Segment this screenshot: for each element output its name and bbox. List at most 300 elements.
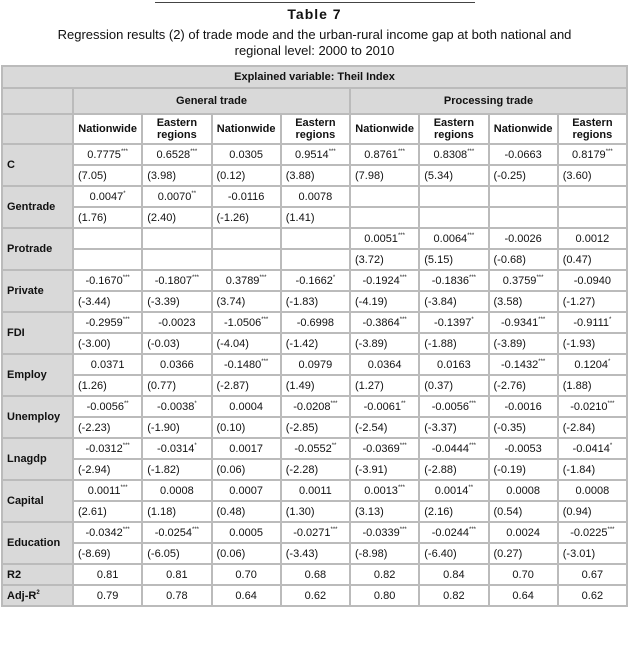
t-statistic-cell: (-3.44) <box>73 291 142 312</box>
coefficient-value: -0.0061 <box>363 400 401 413</box>
t-statistic-cell: (0.06) <box>212 543 281 564</box>
coefficient-cell <box>350 480 419 501</box>
table-row-coef <box>2 354 627 375</box>
significance-stars: *** <box>261 316 269 323</box>
row-label: Capital <box>2 480 73 522</box>
significance-stars: *** <box>607 400 615 407</box>
t-statistic-cell: (-0.68) <box>489 249 558 270</box>
coefficient-value: -0.0208 <box>293 400 331 413</box>
coefficient-value: 0.0047 <box>89 190 124 203</box>
row-label: Education <box>2 522 73 564</box>
table-row-tstat <box>2 375 627 396</box>
coefficient-cell <box>73 438 142 459</box>
coefficient-cell <box>142 312 211 333</box>
table-row-tstat <box>2 459 627 480</box>
significance-stars: *** <box>469 274 477 281</box>
coefficient-value: -0.0016 <box>504 400 542 413</box>
t-statistic-cell: (-2.76) <box>489 375 558 396</box>
column-header: Nationwide <box>73 114 142 144</box>
fit-value: 0.62 <box>558 585 627 606</box>
coefficient-cell <box>489 228 558 249</box>
significance-stars: * <box>609 442 613 449</box>
significance-stars: ** <box>123 400 129 407</box>
fit-value: 0.79 <box>73 585 142 606</box>
coefficient-cell <box>73 144 142 165</box>
coefficient-cell <box>419 186 488 207</box>
table-row-coef <box>2 228 627 249</box>
row-label: Lnagdp <box>2 438 73 480</box>
t-statistic-cell: (-2.85) <box>281 417 350 438</box>
significance-stars: *** <box>397 484 405 491</box>
coefficient-value: -0.0663 <box>504 148 542 161</box>
fit-value: 0.81 <box>73 564 142 585</box>
significance-stars: *** <box>192 274 200 281</box>
top-rule <box>155 2 475 3</box>
table-title: Table 7 <box>287 6 342 22</box>
coefficient-cell <box>350 396 419 417</box>
corner-cell <box>2 114 73 144</box>
t-statistic-cell: (-3.91) <box>350 459 419 480</box>
coefficient-value: 0.0078 <box>298 190 333 203</box>
t-statistic-cell: (-1.88) <box>419 333 488 354</box>
t-statistic-cell: (1.41) <box>281 207 350 228</box>
corner-cell <box>2 88 73 114</box>
t-statistic-cell: (-2.84) <box>558 417 627 438</box>
coefficient-cell <box>350 228 419 249</box>
table-row-tstat <box>2 291 627 312</box>
t-statistic-cell: (-1.26) <box>212 207 281 228</box>
coefficient-cell <box>489 522 558 543</box>
column-header: Nationwide <box>489 114 558 144</box>
coefficient-cell <box>281 354 350 375</box>
t-statistic-cell: (0.48) <box>212 501 281 522</box>
t-statistic-cell: (-8.98) <box>350 543 419 564</box>
coefficient-value: -0.0369 <box>362 442 400 455</box>
row-label <box>2 564 73 585</box>
coefficient-cell <box>419 312 488 333</box>
coefficient-value: 0.0011 <box>298 484 332 497</box>
table-row-coef <box>2 144 627 165</box>
coefficient-cell <box>73 270 142 291</box>
coefficient-cell <box>350 270 419 291</box>
t-statistic-cell <box>281 249 350 270</box>
coefficient-value: -0.1670 <box>85 274 123 287</box>
t-statistic-cell: (0.77) <box>142 375 211 396</box>
fit-value: 0.68 <box>281 564 350 585</box>
t-statistic-cell: (-3.37) <box>419 417 488 438</box>
coefficient-value: 0.0017 <box>229 442 263 455</box>
significance-stars: *** <box>538 316 546 323</box>
significance-stars: *** <box>605 148 613 155</box>
coefficient-cell <box>142 438 211 459</box>
coefficient-value: 0.0013 <box>364 484 398 497</box>
t-statistic-cell: (1.49) <box>281 375 350 396</box>
coefficient-cell <box>489 270 558 291</box>
t-statistic-cell: (-2.87) <box>212 375 281 396</box>
t-statistic-cell: (-6.40) <box>419 543 488 564</box>
coefficient-value: -0.3864 <box>362 316 400 329</box>
coefficient-value: -0.1397 <box>434 316 472 329</box>
explained-variable-header: Explained variable: Theil Index <box>2 66 627 88</box>
table-row-tstat <box>2 417 627 438</box>
t-statistic-cell: (2.61) <box>73 501 142 522</box>
significance-stars: *** <box>399 526 407 533</box>
t-statistic-cell <box>212 249 281 270</box>
coefficient-cell <box>281 144 350 165</box>
coefficient-value: -0.0339 <box>362 526 400 539</box>
group-header-processing-trade: Processing trade <box>350 88 627 114</box>
t-statistic-cell <box>142 249 211 270</box>
table-row-coef <box>2 522 627 543</box>
coefficient-cell <box>350 312 419 333</box>
significance-stars: ** <box>331 442 337 449</box>
coefficient-cell <box>558 186 627 207</box>
coefficient-cell <box>558 144 627 165</box>
coefficient-value: 0.0070 <box>157 190 192 203</box>
t-statistic-cell: (-0.19) <box>489 459 558 480</box>
coefficient-value: -0.1807 <box>154 274 193 287</box>
coefficient-cell <box>419 270 488 291</box>
table-row-tstat <box>2 543 627 564</box>
t-statistic-cell: (1.88) <box>558 375 627 396</box>
t-statistic-cell: (0.47) <box>558 249 627 270</box>
table-row-tstat <box>2 501 627 522</box>
coefficient-value: -0.6998 <box>296 316 335 329</box>
coefficient-value: -0.0116 <box>227 190 265 203</box>
t-statistic-cell: (7.05) <box>73 165 142 186</box>
significance-stars: *** <box>261 358 269 365</box>
t-statistic-cell: (0.37) <box>419 375 488 396</box>
t-statistic-cell: (0.06) <box>212 459 281 480</box>
coefficient-cell <box>73 312 142 333</box>
significance-stars: *** <box>469 442 477 449</box>
coefficient-value: -0.1662 <box>295 274 333 287</box>
t-statistic-cell <box>73 249 142 270</box>
significance-stars: *** <box>467 148 475 155</box>
coefficient-cell <box>419 354 488 375</box>
t-statistic-cell: (0.27) <box>489 543 558 564</box>
t-statistic-cell: (3.98) <box>142 165 211 186</box>
row-label: Protrade <box>2 228 73 270</box>
group-header-general-trade: General trade <box>73 88 350 114</box>
significance-stars: ** <box>400 400 406 407</box>
coefficient-cell <box>142 522 211 543</box>
coefficient-cell <box>558 312 627 333</box>
coefficient-value: 0.8308 <box>433 148 468 161</box>
coefficient-cell <box>281 270 350 291</box>
significance-stars: *** <box>328 148 336 155</box>
coefficient-cell <box>142 228 211 249</box>
coefficient-cell <box>73 480 142 501</box>
coefficient-value: 0.9514 <box>295 148 329 161</box>
coefficient-value: -0.0023 <box>158 316 196 329</box>
fit-value: 0.81 <box>142 564 211 585</box>
coefficient-value: 0.0366 <box>160 358 194 371</box>
t-statistic-cell: (1.76) <box>73 207 142 228</box>
coefficient-value: -0.0312 <box>85 442 123 455</box>
coefficient-value: 0.0005 <box>229 526 263 539</box>
coefficient-value: -0.1924 <box>362 274 400 287</box>
coefficient-cell <box>558 270 627 291</box>
coefficient-cell <box>489 354 558 375</box>
table-row-coef <box>2 396 627 417</box>
t-statistic-cell: (3.60) <box>558 165 627 186</box>
t-statistic-cell: (5.15) <box>419 249 488 270</box>
coefficient-cell <box>419 480 488 501</box>
coefficient-cell <box>73 522 142 543</box>
table-row-coef <box>2 186 627 207</box>
coefficient-cell <box>281 396 350 417</box>
t-statistic-cell: (3.74) <box>212 291 281 312</box>
coefficient-value: -0.1836 <box>431 274 470 287</box>
fit-value: 0.70 <box>489 564 558 585</box>
significance-stars: *** <box>190 148 198 155</box>
coefficient-value: -0.9341 <box>500 316 539 329</box>
coefficient-cell <box>350 522 419 543</box>
coefficient-value: 0.0051 <box>364 232 398 245</box>
coefficient-value: 0.0024 <box>506 526 540 539</box>
t-statistic-cell: (-3.39) <box>142 291 211 312</box>
t-statistic-cell: (3.88) <box>281 165 350 186</box>
coefficient-value: -0.0225 <box>570 526 608 539</box>
coefficient-value: -1.0506 <box>223 316 262 329</box>
t-statistic-cell: (-2.23) <box>73 417 142 438</box>
coefficient-cell <box>489 438 558 459</box>
coefficient-value: -0.0038 <box>157 400 195 413</box>
t-statistic-cell: (-3.84) <box>419 291 488 312</box>
coefficient-value: -0.0414 <box>572 442 610 455</box>
table-row-tstat <box>2 333 627 354</box>
t-statistic-cell: (-3.43) <box>281 543 350 564</box>
coefficient-cell <box>212 354 281 375</box>
t-statistic-cell: (-2.88) <box>419 459 488 480</box>
fit-value: 0.80 <box>350 585 419 606</box>
t-statistic-cell: (1.26) <box>73 375 142 396</box>
coefficient-value: 0.0008 <box>160 484 194 497</box>
coefficient-value: 0.3789 <box>225 274 260 287</box>
significance-stars: ** <box>468 484 474 491</box>
t-statistic-cell: (0.12) <box>212 165 281 186</box>
column-header: Nationwide <box>350 114 419 144</box>
fit-value: 0.67 <box>558 564 627 585</box>
coefficient-value: 0.8761 <box>364 148 398 161</box>
coefficient-cell <box>73 354 142 375</box>
coefficient-cell <box>212 186 281 207</box>
t-statistic-cell: (-3.89) <box>350 333 419 354</box>
t-statistic-cell: (2.40) <box>142 207 211 228</box>
coefficient-cell <box>558 228 627 249</box>
coefficient-value: 0.0011 <box>87 484 121 497</box>
row-label-text: R2 <box>7 568 22 581</box>
coefficient-value: 0.0007 <box>229 484 263 497</box>
coefficient-value: -0.0244 <box>431 526 470 539</box>
coefficient-cell <box>281 312 350 333</box>
t-statistic-cell: (-0.03) <box>142 333 211 354</box>
t-statistic-cell: (-1.93) <box>558 333 627 354</box>
coefficient-cell <box>281 228 350 249</box>
t-statistic-cell <box>419 207 488 228</box>
coefficient-value: 0.0364 <box>367 358 402 371</box>
coefficient-value: -0.1432 <box>500 358 539 371</box>
coefficient-cell <box>558 438 627 459</box>
row-label: Gentrade <box>2 186 73 228</box>
coefficient-value: -0.0271 <box>293 526 331 539</box>
t-statistic-cell: (-6.05) <box>142 543 211 564</box>
column-header: Eastern regions <box>558 114 627 144</box>
coefficient-cell <box>558 522 627 543</box>
coefficient-cell <box>350 186 419 207</box>
significance-stars: *** <box>330 526 338 533</box>
t-statistic-cell: (-2.54) <box>350 417 419 438</box>
table-row-tstat <box>2 165 627 186</box>
t-statistic-cell: (7.98) <box>350 165 419 186</box>
significance-stars: *** <box>122 442 130 449</box>
fit-value: 0.82 <box>419 585 488 606</box>
coefficient-cell <box>142 186 211 207</box>
coefficient-value: 0.1204 <box>574 358 609 371</box>
t-statistic-cell: (3.58) <box>489 291 558 312</box>
significance-stars: *** <box>397 232 405 239</box>
coefficient-value: 0.0163 <box>437 358 471 371</box>
coefficient-cell <box>489 144 558 165</box>
significance-stars: * <box>608 358 611 365</box>
coefficient-cell <box>419 522 488 543</box>
table-row-coef <box>2 480 627 501</box>
coefficient-cell <box>350 354 419 375</box>
significance-stars: *** <box>330 400 338 407</box>
coefficient-value: -0.2959 <box>85 316 123 329</box>
coefficient-cell <box>419 144 488 165</box>
significance-stars: *** <box>469 526 477 533</box>
coefficient-cell <box>419 438 488 459</box>
significance-stars: *** <box>259 274 267 281</box>
t-statistic-cell: (-4.19) <box>350 291 419 312</box>
fit-value: 0.64 <box>489 585 558 606</box>
significance-stars: *** <box>120 484 128 491</box>
fit-value: 0.82 <box>350 564 419 585</box>
coefficient-cell <box>212 228 281 249</box>
t-statistic-cell: (-3.00) <box>73 333 142 354</box>
t-statistic-cell: (-1.82) <box>142 459 211 480</box>
significance-stars: *** <box>538 358 546 365</box>
significance-stars: *** <box>399 442 407 449</box>
coefficient-cell <box>212 270 281 291</box>
coefficient-cell <box>142 144 211 165</box>
table-row-coef <box>2 270 627 291</box>
table-row-tstat <box>2 207 627 228</box>
coefficient-cell <box>489 186 558 207</box>
row-label: FDI <box>2 312 73 354</box>
t-statistic-cell <box>350 207 419 228</box>
significance-stars: *** <box>122 526 130 533</box>
coefficient-value: 0.6528 <box>156 148 191 161</box>
coefficient-cell <box>558 354 627 375</box>
fit-value: 0.78 <box>142 585 211 606</box>
coefficient-cell <box>142 396 211 417</box>
coefficient-cell <box>489 480 558 501</box>
coefficient-value: -0.0056 <box>431 400 470 413</box>
fit-value: 0.62 <box>281 585 350 606</box>
t-statistic-cell: (-1.83) <box>281 291 350 312</box>
fit-value: 0.84 <box>419 564 488 585</box>
t-statistic-cell: (1.30) <box>281 501 350 522</box>
t-statistic-cell: (2.16) <box>419 501 488 522</box>
coefficient-value: -0.0444 <box>431 442 470 455</box>
row-label: Private <box>2 270 73 312</box>
coefficient-value: -0.0056 <box>86 400 124 413</box>
coefficient-value: 0.0008 <box>506 484 540 497</box>
coefficient-value: 0.7775 <box>87 148 121 161</box>
significance-stars: *** <box>120 148 128 155</box>
row-label: Employ <box>2 354 73 396</box>
t-statistic-cell: (3.13) <box>350 501 419 522</box>
coefficient-value: -0.0053 <box>504 442 542 455</box>
coefficient-value: -0.0940 <box>573 274 612 287</box>
table-row-coef <box>2 438 627 459</box>
coefficient-cell <box>212 312 281 333</box>
significance-stars: *** <box>536 274 544 281</box>
fit-value: 0.70 <box>212 564 281 585</box>
significance-stars: *** <box>607 526 615 533</box>
column-header: Eastern regions <box>142 114 211 144</box>
significance-stars: *** <box>399 274 407 281</box>
coefficient-cell <box>212 438 281 459</box>
t-statistic-cell: (5.34) <box>419 165 488 186</box>
coefficient-cell <box>558 480 627 501</box>
t-statistic-cell <box>558 207 627 228</box>
coefficient-cell <box>212 144 281 165</box>
coefficient-value: 0.0064 <box>433 232 468 245</box>
significance-stars: * <box>609 316 612 323</box>
coefficient-value: -0.0552 <box>294 442 332 455</box>
table-row-coef <box>2 312 627 333</box>
t-statistic-cell: (0.54) <box>489 501 558 522</box>
coefficient-cell <box>350 144 419 165</box>
row-label <box>2 585 73 606</box>
significance-stars: *** <box>469 400 477 407</box>
row-label-superscript: 2 <box>36 589 40 596</box>
t-statistic-cell: (-8.69) <box>73 543 142 564</box>
coefficient-cell <box>142 270 211 291</box>
table-caption: Regression results (2) of trade mode and the urban-rural income gap at both national and regional level: 2000 to 2010 <box>57 27 572 58</box>
t-statistic-cell: (3.72) <box>350 249 419 270</box>
column-header: Eastern regions <box>281 114 350 144</box>
fit-value: 0.64 <box>212 585 281 606</box>
coefficient-cell <box>142 480 211 501</box>
t-statistic-cell: (-2.28) <box>281 459 350 480</box>
significance-stars: * <box>194 400 197 407</box>
t-statistic-cell: (-2.94) <box>73 459 142 480</box>
t-statistic-cell: (-0.35) <box>489 417 558 438</box>
fit-row <box>2 585 627 606</box>
column-header: Nationwide <box>212 114 281 144</box>
coefficient-cell <box>212 480 281 501</box>
coefficient-value: -0.0254 <box>154 526 193 539</box>
regression-table <box>1 65 628 607</box>
coefficient-value: 0.0008 <box>575 484 610 497</box>
coefficient-cell <box>212 522 281 543</box>
t-statistic-cell <box>489 207 558 228</box>
significance-stars: * <box>123 190 126 197</box>
t-statistic-cell: (-1.90) <box>142 417 211 438</box>
coefficient-value: -0.0026 <box>504 232 542 245</box>
coefficient-value: 0.3759 <box>502 274 537 287</box>
coefficient-cell <box>73 228 142 249</box>
t-statistic-cell: (1.18) <box>142 501 211 522</box>
fit-row <box>2 564 627 585</box>
coefficient-cell <box>73 186 142 207</box>
row-label: C <box>2 144 73 186</box>
